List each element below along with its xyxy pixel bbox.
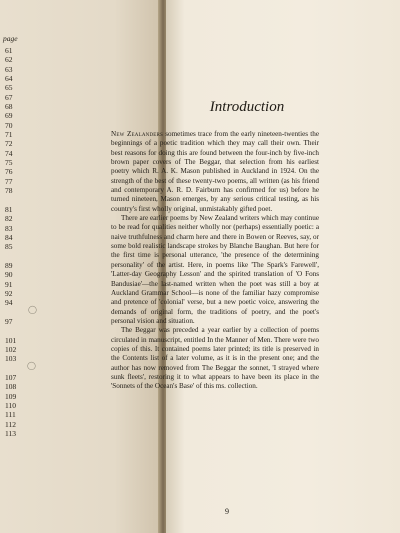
margin-page-number: 102 xyxy=(5,345,17,354)
margin-page-number: 67 xyxy=(5,92,13,102)
margin-page-number: 89 xyxy=(5,260,13,270)
margin-page-number: 90 xyxy=(5,270,13,280)
margin-page-number: 81 xyxy=(5,204,13,214)
margin-page-number: 74 xyxy=(5,148,13,158)
margin-page-number: 84 xyxy=(5,232,13,242)
page-title: Introduction xyxy=(209,99,285,115)
margin-page-number xyxy=(5,326,25,335)
margin-page-number: 61 xyxy=(5,46,13,55)
margin-page-number: 64 xyxy=(5,74,13,84)
pencil-circle-mark: ◯ xyxy=(28,305,37,314)
margin-page-number: 109 xyxy=(5,391,17,401)
paragraph-2: There are earlier poems by New Zealand writers which may continue to be read for qualities neither wholly nor (perhaps) essentially poetic: a naive truthfulness and charm here and there in Bowen or Reeves, say, or some bold realistic landscape strokes by Blanche Baughan. But here for the first time is personal utterance, 'the presence of the determining personality' of the artist. Here, in poems like 'The Spark's Farewell', 'Latter-day Geography Lesson' and the spirited translation of 'O Fons Bandusiae'—the last-named written when the poet was still a boy at Auckland Grammar School—is none of the familiar hazy compromise and pretence of 'colonial' verse, but a new poetic voice, answering the demands of original form, the traditions of poetry, and the poet's personal vision and situation. xyxy=(111,214,319,325)
page-number: 9 xyxy=(225,507,229,516)
margin-page-number: 83 xyxy=(5,223,13,233)
margin-page-number: 113 xyxy=(5,429,16,439)
margin-page-number: 63 xyxy=(5,64,13,74)
margin-page-number: 94 xyxy=(5,298,13,308)
margin-page-number: 85 xyxy=(5,242,13,252)
margin-page-number: 68 xyxy=(5,102,13,112)
margin-page-number: 101 xyxy=(5,335,17,345)
paragraph-lead: New Zealanders xyxy=(111,130,164,138)
margin-page-number: 111 xyxy=(5,410,16,420)
pencil-circle-mark: ◯ xyxy=(27,361,36,370)
margin-page-number: 70 xyxy=(5,120,13,130)
margin-page-number: 110 xyxy=(5,401,16,411)
margin-page-number: 103 xyxy=(5,354,17,364)
margin-page-label: page xyxy=(3,34,18,43)
margin-page-number: 82 xyxy=(5,214,13,224)
margin-page-number: 97 xyxy=(5,316,13,326)
margin-page-number: 62 xyxy=(5,55,13,65)
margin-page-number: 91 xyxy=(5,279,13,289)
margin-page-number: 69 xyxy=(5,111,13,121)
margin-page-number: 112 xyxy=(5,419,16,429)
body-text xyxy=(111,130,319,392)
margin-page-number: 71 xyxy=(5,130,13,140)
margin-page-number: 78 xyxy=(5,186,13,196)
margin-page-number: 108 xyxy=(5,382,17,392)
margin-page-number xyxy=(5,252,25,261)
margin-page-number: 76 xyxy=(5,167,13,177)
margin-page-number: 77 xyxy=(5,176,13,186)
margin-page-number xyxy=(5,364,25,373)
margin-page-number xyxy=(5,196,25,205)
margin-page-number xyxy=(5,308,25,317)
margin-page-number: 72 xyxy=(5,139,13,149)
margin-page-number: 65 xyxy=(5,83,13,93)
margin-page-number: 92 xyxy=(5,288,13,298)
paragraph-1: New Zealanders sometimes trace from the early nineteen-twenties the beginnings of a poetic tradition which they may call their own. Their best reasons for doing this are found between the four-inch by five-inch brown paper covers of The Beggar, that selection from his earliest poetry which R. A. K. Mason published in Auckland in 1924. On the strength of the best of these twenty-two poems, all written (as his friend and contemporary A. R. D. Fairburn has confirmed for us) before he turned nineteen, Mason emerges, by any serious critical testing, as his country's first wholly original, unmistakably gifted poet. xyxy=(111,130,319,213)
paragraph-3: The Beggar was preceded a year earlier by a collection of poems circulated in manuscript, entitled In the Manner of Men. There were two copies of this. It contained poems later printed; its title is preserved in the Contents list of a later volume, as it is in the present one; and the author has now removed from The Beggar the sonnet, 'I strayed where sunk fleets', restoring it to what appears to have been its place in the 'Sonnets of the Ocean's Base' of this ms. collection. xyxy=(111,326,319,391)
margin-page-numbers xyxy=(5,46,25,438)
margin-page-number: 107 xyxy=(5,373,17,383)
margin-page-number: 75 xyxy=(5,158,13,168)
